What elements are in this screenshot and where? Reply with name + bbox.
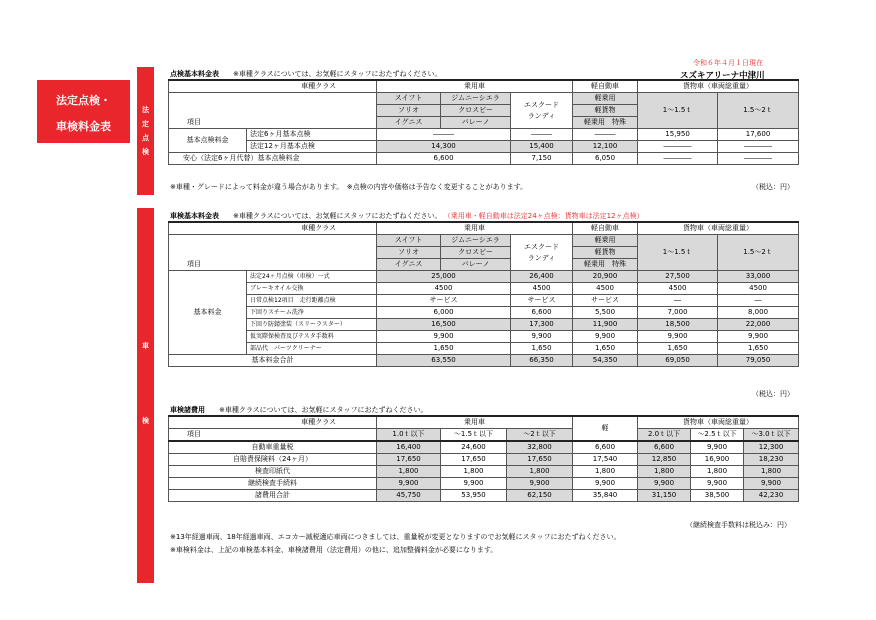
table-cell: 1.5～2ｔ xyxy=(718,235,799,271)
table-cell: 7,000 xyxy=(638,307,718,319)
table-cell: 8,000 xyxy=(718,307,799,319)
table-cell: スイフト xyxy=(377,235,441,247)
table-cell: 1,650 xyxy=(718,343,799,355)
table-cell: クロスビー xyxy=(441,105,511,117)
table-cell: 45,750 xyxy=(377,490,441,502)
side-bar-shaken: 車 検 xyxy=(137,208,154,583)
table-cell: 1,650 xyxy=(511,343,573,355)
table-cell: 1～1.5ｔ xyxy=(638,235,718,271)
table-cell: 6,600 xyxy=(511,307,573,319)
table-cell: ―――― xyxy=(638,141,718,153)
table-cell: 54,350 xyxy=(573,355,638,367)
table-cell: 12,300 xyxy=(744,441,799,454)
table-cell: 4500 xyxy=(573,283,638,295)
table-cell: 17,650 xyxy=(377,454,441,466)
table-cell: 17,600 xyxy=(718,129,799,141)
table-cell: 1,650 xyxy=(573,343,638,355)
table-cell: 9,900 xyxy=(573,331,638,343)
table-cell: ～2.5ｔ以下 xyxy=(691,429,744,442)
table-cell: 自動車重量税 xyxy=(169,441,377,454)
table-cell: 4500 xyxy=(511,283,573,295)
table-cell: ～2ｔ以下 xyxy=(507,429,573,442)
table1-footnote: ※車種・グレードによって料金が違う場合があります。 ※点検の内容や価格は予告なく変更することがあります。 xyxy=(170,183,528,191)
table-cell: 6,600 xyxy=(638,441,691,454)
table-cell: 1,800 xyxy=(744,466,799,478)
table-cell: 11,900 xyxy=(573,319,638,331)
table-cell: 63,550 xyxy=(377,355,511,367)
page-title-line1: 法定点検・ xyxy=(56,94,111,107)
table-cell: 1,800 xyxy=(638,466,691,478)
table-cell: 車種クラス xyxy=(169,80,377,93)
table-cell: 法定6ヶ月基本点検 xyxy=(247,129,377,141)
table-cell: 軽乗用 xyxy=(573,235,638,247)
table1-heading: 点検基本料金表 ※車種クラスについては、お気軽にスタッフにおたずねください。 xyxy=(170,70,442,78)
table-cell: 9,900 xyxy=(744,478,799,490)
table-cell: 31,150 xyxy=(638,490,691,502)
table-cell: ～1.5ｔ以下 xyxy=(441,429,507,442)
table-cell: 12,850 xyxy=(638,454,691,466)
table-cell: 6,050 xyxy=(573,153,638,165)
col-escudo: エスクード ランディ xyxy=(511,93,573,129)
table-cell: 1,800 xyxy=(573,466,638,478)
table2-tax-note: （税込：円） xyxy=(752,390,794,398)
table-cell: 1.5～2ｔ xyxy=(718,93,799,129)
side-bar-inspection: 法 定 点 検 xyxy=(137,67,154,195)
table-cell: 4500 xyxy=(718,283,799,295)
table-cell: 18,230 xyxy=(744,454,799,466)
table-cell: ソリオ xyxy=(377,105,441,117)
table-cell: 法定24ヶ月点検（車検）一式 xyxy=(247,271,377,283)
table-cell: 26,400 xyxy=(511,271,573,283)
table-cell: 1,650 xyxy=(377,343,511,355)
table-cell: ソリオ xyxy=(377,247,441,259)
table-cell: 軽乗用 特殊 xyxy=(573,259,638,271)
table-cell: 9,900 xyxy=(573,478,638,490)
table-cell: 79,050 xyxy=(718,355,799,367)
table-cell: 69,050 xyxy=(638,355,718,367)
table-cell: 自賠責保険料（24ヶ月） xyxy=(169,454,377,466)
table-cell: ――― xyxy=(377,129,511,141)
table-cell: 1,800 xyxy=(691,466,744,478)
table-cell: 32,800 xyxy=(507,441,573,454)
table-cell: 基本料金合計 xyxy=(169,355,377,367)
table-cell: 継続検査手続料 xyxy=(169,478,377,490)
table-cell: 検査印紙代 xyxy=(169,466,377,478)
table-cell: 1,650 xyxy=(638,343,718,355)
table-cell: 6,600 xyxy=(377,153,511,165)
table-cell: 42,230 xyxy=(744,490,799,502)
table-cell: 9,900 xyxy=(691,441,744,454)
table-cell: ――― xyxy=(573,129,638,141)
shaken-base-price-table xyxy=(168,221,799,367)
table-cell: 25,000 xyxy=(377,271,511,283)
table2-heading: 車検基本料金表 ※車種クラスについては、お気軽にスタッフにおたずねください。 （乗用車・軽自動車は法定24ヶ点検：貨物車は法定12ヶ点検） xyxy=(170,212,644,220)
table-cell: 貨物車（車両総重量） xyxy=(638,80,799,93)
table-cell: ～3.0ｔ以下 xyxy=(744,429,799,442)
table-cell: 9,900 xyxy=(441,478,507,490)
table-cell: 9,900 xyxy=(638,331,718,343)
table-cell: 17,540 xyxy=(573,454,638,466)
table-cell: 6,600 xyxy=(573,441,638,454)
table-cell: 乗用車 xyxy=(377,416,573,429)
table-cell: 14,300 xyxy=(377,141,511,153)
table-cell: 9,900 xyxy=(718,331,799,343)
table-cell: 軽 xyxy=(573,416,638,441)
table-cell: 53,950 xyxy=(441,490,507,502)
table-cell: 項目 xyxy=(169,235,377,271)
table-cell: 62,150 xyxy=(507,490,573,502)
table-cell: 軽自動車 xyxy=(573,80,638,93)
table-cell: 諸費用合計 xyxy=(169,490,377,502)
table-cell: 9,900 xyxy=(377,478,441,490)
table-cell: 法定12ヶ月基本点検 xyxy=(247,141,377,153)
table3-heading: 車検諸費用 ※車種クラスについては、お気軽にスタッフにおたずねください。 xyxy=(170,406,428,414)
table-cell: 18,500 xyxy=(638,319,718,331)
table-cell: 15,950 xyxy=(638,129,718,141)
table-cell: サービス xyxy=(377,295,511,307)
table-cell: 38,500 xyxy=(691,490,744,502)
table-cell: 貨物車（車両総重量） xyxy=(638,416,799,429)
table-cell: 1,800 xyxy=(441,466,507,478)
table-cell: サービス xyxy=(573,295,638,307)
footnote-1: ※13年経過車両、18年経過車両、エコカー減税適応車両につきましては、重量税が変更となりますのでお気軽にスタッフにおたずねください。 xyxy=(170,533,621,541)
table-cell: 下回り防錆塗装（スリーラスター） xyxy=(247,319,377,331)
table-cell: 17,650 xyxy=(441,454,507,466)
table-cell: 項目 xyxy=(169,93,377,129)
table-cell: 乗用車 xyxy=(377,222,573,235)
table-cell: 部品代 パーツクリーナー xyxy=(247,343,377,355)
table-cell: ― xyxy=(718,295,799,307)
table-cell: 5,500 xyxy=(573,307,638,319)
table-cell: 日常点検12項目 走行距離点検 xyxy=(247,295,377,307)
table-cell: ジムニーシエラ xyxy=(441,235,511,247)
table-cell: 24,600 xyxy=(441,441,507,454)
table-cell: 乗用車 xyxy=(377,80,573,93)
table-cell: 9,900 xyxy=(638,478,691,490)
table-cell: 9,900 xyxy=(377,331,511,343)
table-cell: 軽乗用 xyxy=(573,93,638,105)
table-cell: 下回りスチーム洗浄 xyxy=(247,307,377,319)
inspection-price-table xyxy=(168,79,799,165)
date-note: 令和６年４月１日現在 xyxy=(693,59,763,67)
table-cell: 基本点検料金 xyxy=(169,129,247,153)
table-cell: 27,500 xyxy=(638,271,718,283)
table-cell: 仮実際保検査及びテスタ手数料 xyxy=(247,331,377,343)
table-cell: 16,500 xyxy=(377,319,511,331)
table-cell: 貨物車（車両総重量） xyxy=(638,222,799,235)
table-cell: 軽乗用 特殊 xyxy=(573,117,638,129)
table-cell: 4500 xyxy=(638,283,718,295)
table-cell: 基本料金 xyxy=(169,271,247,355)
table-cell: 66,350 xyxy=(511,355,573,367)
table-cell: 22,000 xyxy=(718,319,799,331)
page-title-line2: 車検料金表 xyxy=(56,120,111,133)
table-cell: 1.0ｔ以下 xyxy=(377,429,441,442)
table-cell: 4500 xyxy=(377,283,511,295)
table-cell: 1,800 xyxy=(507,466,573,478)
table-cell: 車種クラス xyxy=(169,416,377,429)
table-cell: 1,800 xyxy=(377,466,441,478)
table-cell: バレーノ xyxy=(441,259,511,271)
table-cell: 軽貨物 xyxy=(573,247,638,259)
table-cell: 35,840 xyxy=(573,490,638,502)
table-cell: 軽貨物 xyxy=(573,105,638,117)
table-cell: 20,900 xyxy=(573,271,638,283)
table-cell: 12,100 xyxy=(573,141,638,153)
table-cell: 17,300 xyxy=(511,319,573,331)
table-cell: 6,000 xyxy=(377,307,511,319)
shaken-fees-table xyxy=(168,415,799,502)
table-cell: 9,900 xyxy=(691,478,744,490)
table-cell: 16,900 xyxy=(691,454,744,466)
table-cell: ブレーキオイル交換 xyxy=(247,283,377,295)
table1-tax-note: （税込：円） xyxy=(752,183,794,191)
table-cell: ―――― xyxy=(638,153,718,165)
table-cell: 33,000 xyxy=(718,271,799,283)
table-cell: ―――― xyxy=(718,153,799,165)
table-cell: ジムニーシエラ xyxy=(441,93,511,105)
table-cell: サービス xyxy=(511,295,573,307)
table-cell: バレーノ xyxy=(441,117,511,129)
table-cell: ―――― xyxy=(718,141,799,153)
table-cell: 17,650 xyxy=(507,454,573,466)
table-cell: 項目 xyxy=(169,429,377,442)
table-cell: イグニス xyxy=(377,117,441,129)
table-cell: エスクード ランディ xyxy=(511,235,573,271)
table-cell: 7,150 xyxy=(511,153,573,165)
footnote-2: ※車検料金は、上記の車検基本料金、車検諸費用（法定費用）の他に、追加整備料金が必要になります。 xyxy=(170,546,498,554)
table-cell: 安心（法定6ヶ月代替）基本点検料金 xyxy=(169,153,377,165)
page-title xyxy=(37,80,130,143)
table-cell: 車種クラス xyxy=(169,222,377,235)
table-cell: 9,900 xyxy=(511,331,573,343)
table3-tax-note: （継続検査手数料は税込み：円） xyxy=(686,521,791,529)
table-cell: 軽自動車 xyxy=(573,222,638,235)
table-cell: ――― xyxy=(511,129,573,141)
table-cell: 16,400 xyxy=(377,441,441,454)
table-cell: イグニス xyxy=(377,259,441,271)
table-cell: スイフト xyxy=(377,93,441,105)
table-cell: 2.0ｔ以下 xyxy=(638,429,691,442)
table-cell: ― xyxy=(638,295,718,307)
store-name: スズキアリーナ中津川 xyxy=(680,71,765,81)
table-cell: 9,900 xyxy=(507,478,573,490)
table-cell: 15,400 xyxy=(511,141,573,153)
table-cell: 1～1.5ｔ xyxy=(638,93,718,129)
table-cell: クロスビー xyxy=(441,247,511,259)
